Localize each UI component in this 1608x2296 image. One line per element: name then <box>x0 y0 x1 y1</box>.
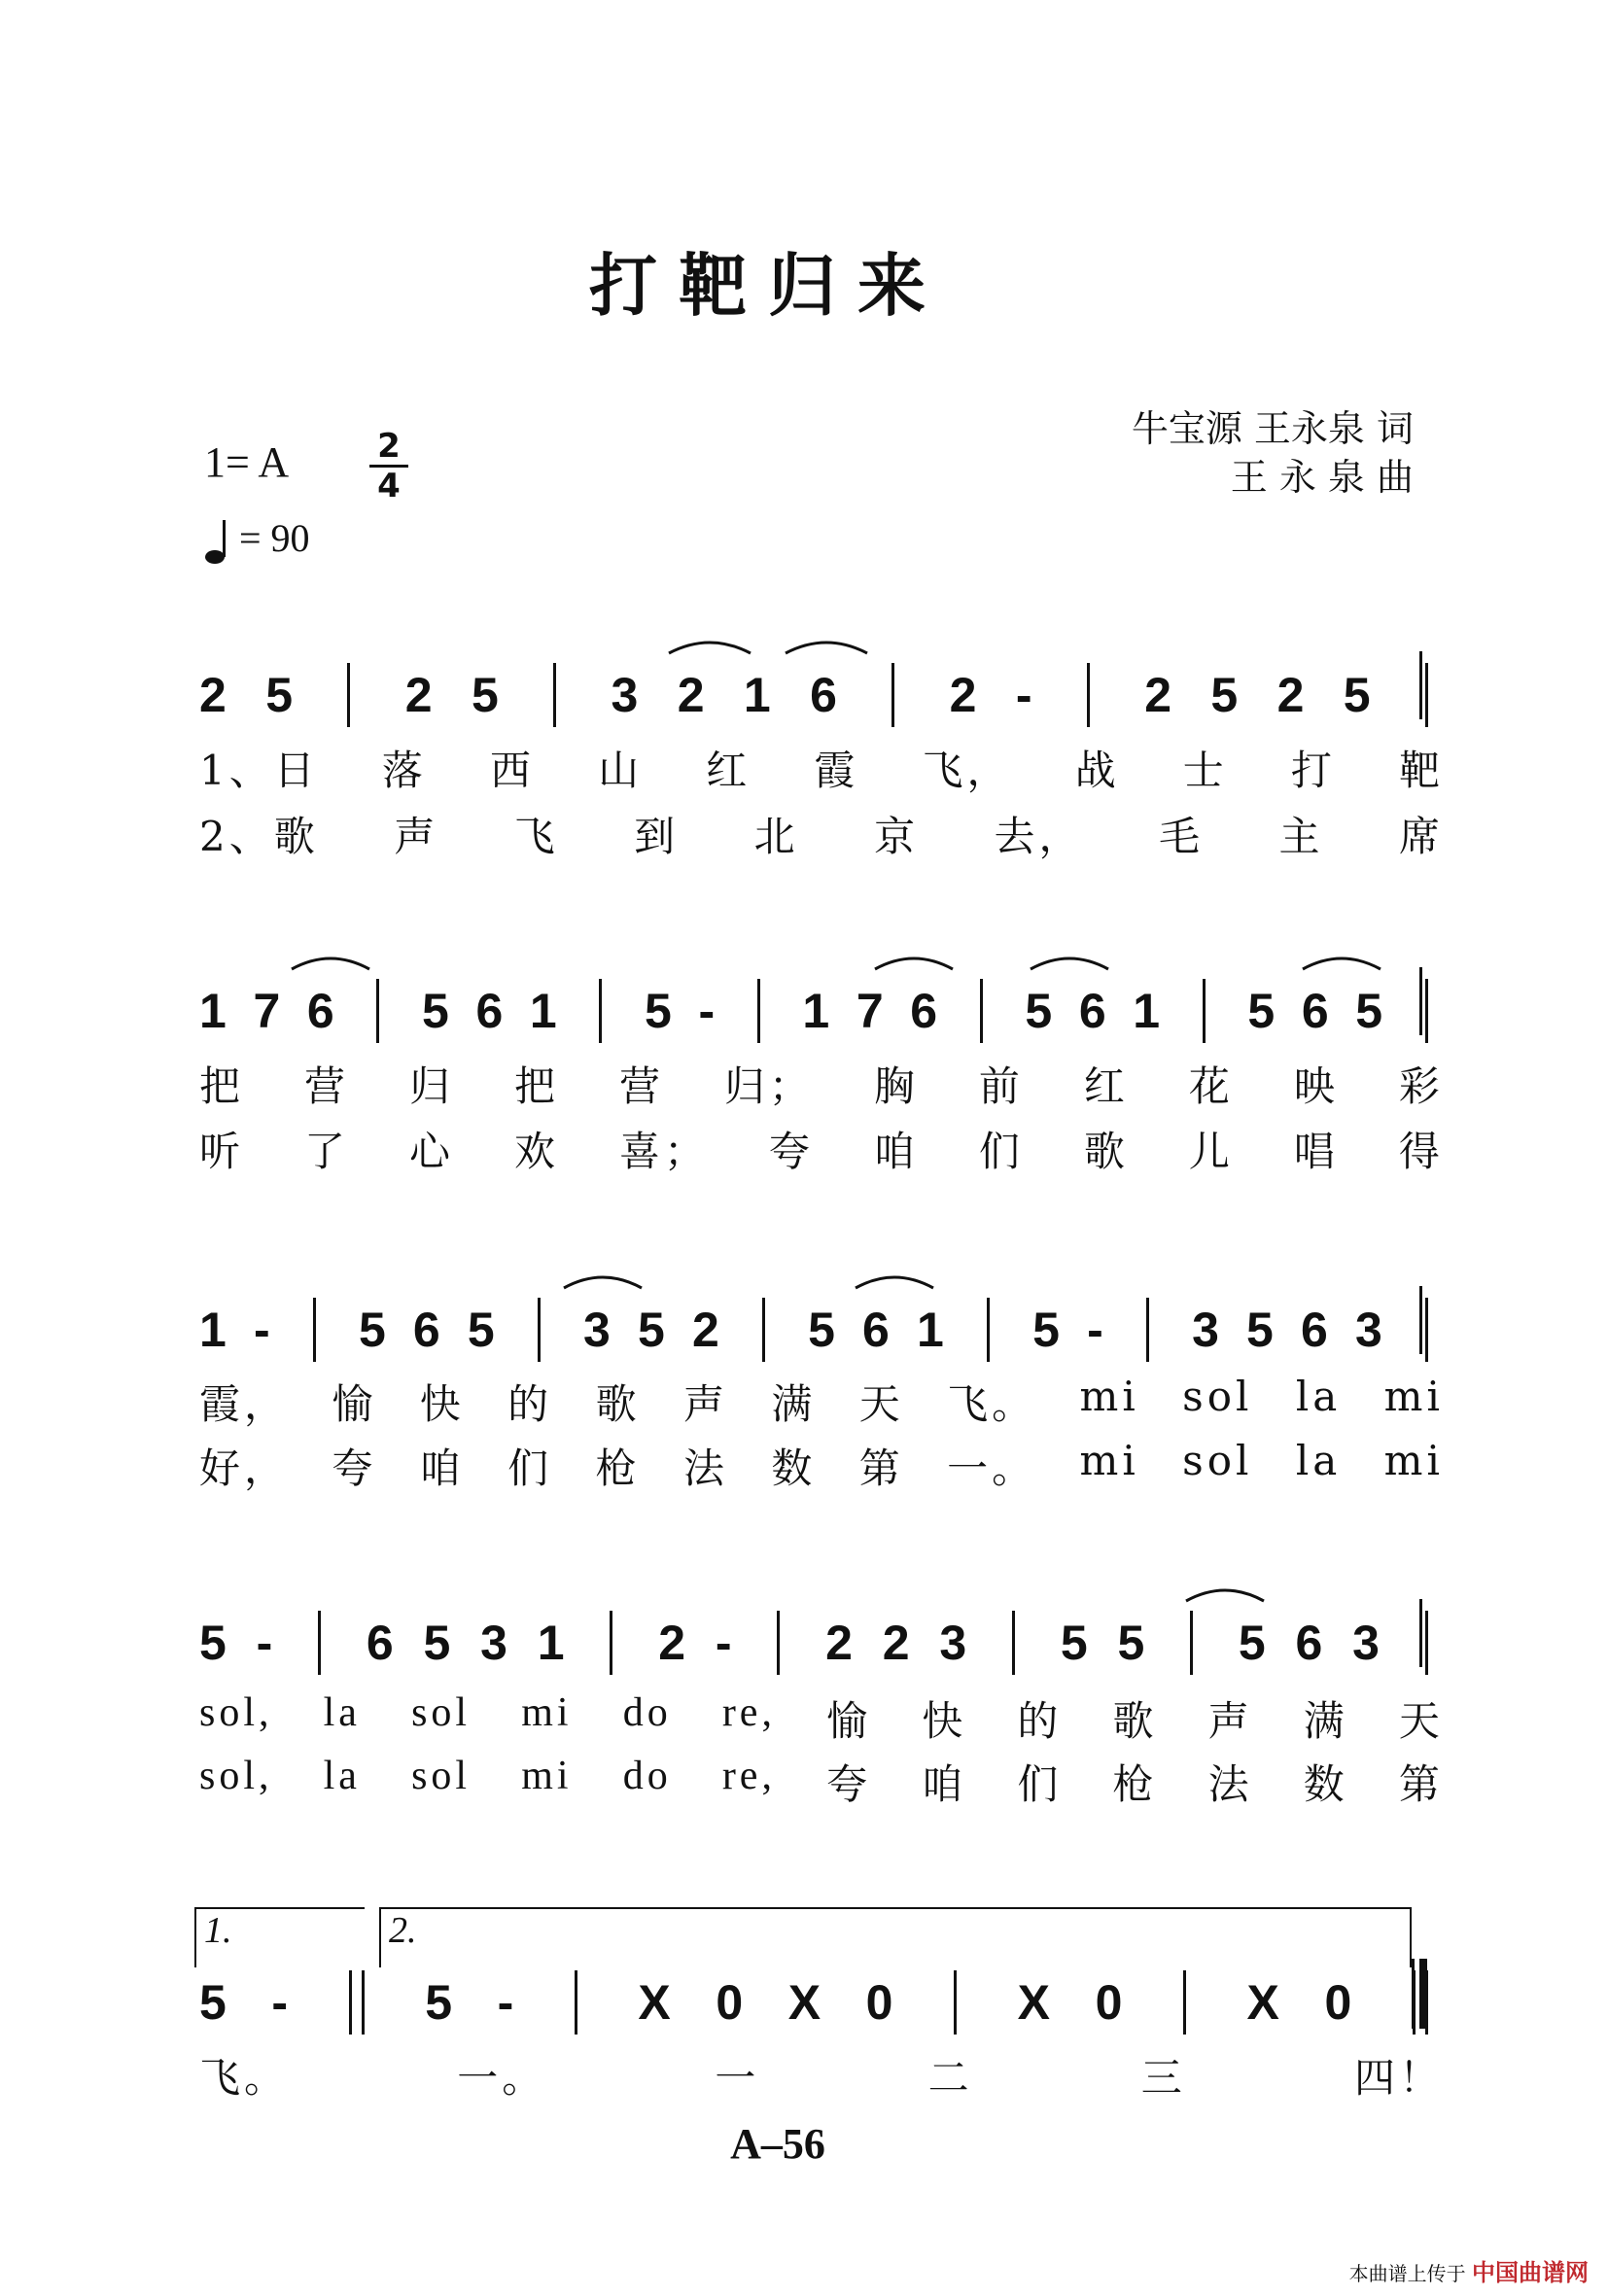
watermark-text: 本曲谱上传于 <box>1348 2262 1466 2285</box>
lyric-syllable: 了 <box>303 1128 349 1175</box>
note: - <box>715 1616 732 1670</box>
lyric-syllable: 飞。 <box>199 2054 290 2102</box>
note: 2 <box>691 1303 719 1357</box>
lyric-syllable: 士 <box>1182 747 1228 794</box>
lyric-syllable: sol <box>411 1690 472 1735</box>
lyric-syllable: 席 <box>1398 813 1444 860</box>
lyric-syllable: 咱 <box>419 1444 465 1492</box>
lyric-syllable: 落 <box>381 747 427 794</box>
note: 5 <box>1117 1616 1145 1670</box>
note: 1 <box>537 1616 565 1670</box>
lyric-syllable: 咱 <box>922 1763 967 1808</box>
lyric-syllable: 二 <box>927 2054 973 2102</box>
lyric-syllable: 天 <box>858 1380 904 1428</box>
watermark-brand[interactable]: 中国曲谱网 <box>1472 2259 1589 2286</box>
note: 3 <box>480 1616 507 1670</box>
lyric-syllable: 2、歌 <box>199 813 319 860</box>
lyric-syllable: 唱 <box>1293 1128 1339 1175</box>
lyric-syllable: re, <box>721 1690 776 1735</box>
key-signature: 1= A <box>204 438 290 486</box>
lyric-syllable: 心 <box>408 1128 454 1175</box>
lyric-syllable: 一。 <box>457 2054 547 2102</box>
note: 5 <box>422 984 449 1038</box>
note: - <box>271 1975 289 2030</box>
first-ending-label: 1. <box>204 1910 232 1951</box>
note: X <box>638 1975 671 2030</box>
lyric-syllable: 红 <box>1083 1062 1129 1110</box>
lyric-syllable: 的 <box>507 1380 553 1428</box>
note: 6 <box>306 984 334 1038</box>
lyric-syllable: 霞， <box>199 1380 290 1428</box>
lyric-syllable: 飞。 <box>947 1380 1037 1428</box>
note: - <box>1015 668 1032 722</box>
lyric-syllable: 的 <box>1017 1700 1063 1745</box>
final-barline <box>1412 1959 1415 2029</box>
note: 3 <box>939 1616 967 1670</box>
lyric-syllable: 京 <box>874 813 920 860</box>
note: 5 <box>1343 668 1371 722</box>
lyric-syllable: la <box>323 1754 361 1798</box>
lyric-syllable: 西 <box>489 747 535 794</box>
lyric-syllable: 儿 <box>1188 1128 1234 1175</box>
note: 1 <box>917 1303 944 1357</box>
note: 3 <box>1354 1303 1382 1357</box>
note: 3 <box>1352 1616 1380 1670</box>
note: 1 <box>199 1303 227 1357</box>
slur-mark <box>1303 958 1381 969</box>
note: 1 <box>743 668 771 722</box>
time-signature-top: 2 <box>377 427 401 466</box>
lyric-syllable: 满 <box>1303 1700 1348 1745</box>
lyric-syllable: sol <box>411 1754 472 1798</box>
note: 2 <box>677 668 705 722</box>
lyric-syllable: 好， <box>199 1444 290 1492</box>
note: - <box>698 984 716 1038</box>
lyric-syllable: 喜； <box>618 1128 709 1175</box>
lyric-syllable: 歌 <box>595 1380 641 1428</box>
note: 6 <box>1301 1303 1328 1357</box>
note: 5 <box>1032 1303 1060 1357</box>
lyric-syllable: 愉 <box>826 1700 872 1745</box>
lyric-syllable: mi <box>1079 1373 1139 1420</box>
page-number: A–56 <box>730 2120 825 2168</box>
lyric-syllable: 满 <box>771 1380 817 1428</box>
note: 1 <box>1133 984 1161 1038</box>
lyric-syllable: 快 <box>922 1700 967 1745</box>
lyric-syllable: 营 <box>303 1062 349 1110</box>
note: 5 <box>1247 984 1276 1038</box>
lyric-syllable: 打 <box>1290 747 1336 794</box>
slur-mark <box>1186 1590 1264 1601</box>
lyric-syllable: 1、日 <box>199 747 319 794</box>
slur-mark <box>1031 958 1108 969</box>
lyric-syllable: 霞 <box>814 747 859 794</box>
note: 5 <box>637 1303 665 1357</box>
lyric-syllable: la <box>1295 1373 1342 1420</box>
lyric-syllable: 声 <box>682 1380 728 1428</box>
slur-mark <box>292 958 369 969</box>
lyric-syllable: re, <box>721 1754 776 1798</box>
lyric-syllable: la <box>323 1690 361 1735</box>
note: 6 <box>412 1303 440 1357</box>
lyric-syllable: 前 <box>978 1062 1024 1110</box>
note: 5 <box>645 984 672 1038</box>
lyric-syllable: 夸 <box>826 1763 872 1808</box>
lyric-syllable: 声 <box>1207 1700 1253 1745</box>
lyric-syllable: 第 <box>858 1444 904 1492</box>
lyric-syllable: 枪 <box>595 1444 641 1492</box>
lyric-syllable: 歌 <box>1112 1700 1158 1745</box>
final-barline <box>1419 1959 1427 2029</box>
lyric-syllable: 飞， <box>922 747 1012 794</box>
note: 0 <box>716 1975 744 2030</box>
lyric-syllable: 把 <box>513 1062 559 1110</box>
lyric-syllable: mi <box>1383 1437 1444 1484</box>
lyric-syllable: sol, <box>199 1690 273 1735</box>
lyric-syllable: 们 <box>507 1444 553 1492</box>
note: 5 <box>808 1303 835 1357</box>
lyric-syllable: 欢 <box>513 1128 559 1175</box>
lyric-syllable: 一。 <box>947 1444 1037 1492</box>
note: 6 <box>910 984 938 1038</box>
composer-credit: 王 永 泉 曲 <box>1230 456 1414 499</box>
lyric-syllable: sol <box>1182 1373 1253 1420</box>
lyric-syllable: 快 <box>419 1380 465 1428</box>
lyric-syllable: 法 <box>1207 1763 1253 1808</box>
note: 5 <box>1355 984 1383 1038</box>
note: 6 <box>366 1616 394 1670</box>
slur-mark <box>856 1277 933 1288</box>
note: 5 <box>1210 668 1239 722</box>
note: 5 <box>199 1616 227 1670</box>
note: 5 <box>1025 984 1053 1038</box>
lyric-syllable: 愉 <box>332 1380 377 1428</box>
note: 5 <box>1246 1303 1274 1357</box>
note: - <box>497 1975 514 2030</box>
lyric-syllable: 夸 <box>332 1444 377 1492</box>
note: 2 <box>949 668 977 722</box>
slur-mark <box>564 1277 642 1288</box>
time-signature-bottom: 4 <box>369 465 408 504</box>
lyric-syllable: 胸 <box>873 1062 919 1110</box>
lyric-syllable: 归； <box>723 1062 814 1110</box>
end-barline <box>1419 1599 1422 1667</box>
lyric-syllable: 山 <box>598 747 644 794</box>
note: 5 <box>425 1975 453 2030</box>
note: - <box>253 1303 270 1357</box>
tempo-value: = 90 <box>239 516 310 560</box>
note: 5 <box>199 1975 227 2030</box>
lyric-syllable: 彩 <box>1398 1062 1444 1110</box>
lyric-syllable: do <box>622 1690 672 1735</box>
note: 1 <box>529 984 557 1038</box>
note: 0 <box>1324 1975 1352 2030</box>
lyric-syllable: 天 <box>1398 1700 1444 1745</box>
end-barline <box>1419 1286 1422 1354</box>
lyric-syllable: 得 <box>1398 1128 1444 1175</box>
note: 6 <box>810 668 837 722</box>
note: 3 <box>583 1303 611 1357</box>
lyric-syllable: 枪 <box>1112 1763 1158 1808</box>
lyric-syllable: 战 <box>1074 747 1120 794</box>
note: 6 <box>862 1303 890 1357</box>
note: 1 <box>802 984 830 1038</box>
note: 2 <box>1276 668 1305 722</box>
lyric-syllable: 们 <box>978 1128 1024 1175</box>
page-title: 打靶归来 <box>589 246 947 326</box>
note: 2 <box>1144 668 1172 722</box>
lyric-syllable: 歌 <box>1083 1128 1129 1175</box>
lyric-syllable: 把 <box>199 1062 245 1110</box>
end-barline <box>1419 651 1422 719</box>
lyric-syllable: 靶 <box>1398 747 1444 794</box>
note: 2 <box>882 1616 910 1670</box>
lyric-syllable: do <box>622 1754 672 1798</box>
note: 5 <box>1060 1616 1088 1670</box>
end-barline <box>1419 967 1422 1035</box>
lyric-syllable: mi <box>1079 1437 1139 1484</box>
note: 5 <box>423 1616 451 1670</box>
lyric-syllable: 毛 <box>1159 813 1205 860</box>
note: 6 <box>475 984 504 1038</box>
lyric-syllable: 花 <box>1188 1062 1234 1110</box>
note: 3 <box>611 668 639 722</box>
note: 5 <box>471 668 499 722</box>
slur-mark <box>875 958 953 969</box>
lyric-syllable: 数 <box>1303 1763 1348 1808</box>
note: 7 <box>253 984 281 1038</box>
note: 6 <box>1078 984 1106 1038</box>
slur-mark <box>786 643 867 653</box>
lyric-syllable: sol <box>1182 1437 1253 1484</box>
lyric-syllable: 红 <box>706 747 752 794</box>
note: 7 <box>856 984 884 1038</box>
lyric-syllable: 去， <box>994 813 1084 860</box>
note: 5 <box>265 668 293 722</box>
note: 2 <box>658 1616 686 1670</box>
note: X <box>1017 1975 1050 2030</box>
note: 6 <box>1295 1616 1323 1670</box>
slur-mark <box>669 643 751 653</box>
lyric-syllable: 第 <box>1398 1763 1444 1808</box>
lyric-syllable: 听 <box>199 1128 245 1175</box>
second-ending-label: 2. <box>389 1910 417 1951</box>
note: 2 <box>825 1616 853 1670</box>
lyric-syllable: 数 <box>771 1444 817 1492</box>
note: 5 <box>1238 1616 1266 1670</box>
lyricist-credit: 牛宝源 王永泉 词 <box>1131 407 1414 450</box>
lyric-syllable: 声 <box>394 813 439 860</box>
note: - <box>1087 1303 1103 1357</box>
lyric-syllable: 四！ <box>1353 2054 1444 2102</box>
lyric-syllable: 夸 <box>768 1128 814 1175</box>
note: 5 <box>358 1303 386 1357</box>
note: 2 <box>199 668 227 722</box>
lyric-syllable: 法 <box>682 1444 728 1492</box>
lyric-syllable: 主 <box>1278 813 1324 860</box>
note: 0 <box>865 1975 893 2030</box>
note: 1 <box>199 984 227 1038</box>
lyric-syllable: mi <box>1383 1373 1444 1420</box>
lyric-syllable: 飞 <box>513 813 559 860</box>
lyric-syllable: 到 <box>634 813 680 860</box>
lyric-syllable: 三 <box>1140 2054 1186 2102</box>
note: X <box>787 1975 821 2030</box>
lyric-syllable: 咱 <box>873 1128 919 1175</box>
lyric-syllable: la <box>1295 1437 1342 1484</box>
note: 3 <box>1192 1303 1219 1357</box>
lyric-syllable: 归 <box>408 1062 454 1110</box>
watermark <box>1349 2253 1589 2287</box>
note: - <box>256 1616 273 1670</box>
lyric-syllable: mi <box>521 1754 573 1798</box>
note: 0 <box>1095 1975 1123 2030</box>
note: 6 <box>1301 984 1329 1038</box>
lyric-syllable: sol, <box>199 1754 273 1798</box>
lyric-syllable: 映 <box>1293 1062 1339 1110</box>
note: 5 <box>467 1303 495 1357</box>
lyric-syllable: mi <box>521 1690 573 1735</box>
lyric-syllable: 营 <box>618 1062 664 1110</box>
note: X <box>1246 1975 1279 2030</box>
note: 2 <box>404 668 433 722</box>
lyric-syllable: 一 <box>715 2054 760 2102</box>
lyric-syllable: 北 <box>753 813 799 860</box>
lyric-syllable: 们 <box>1017 1763 1063 1808</box>
